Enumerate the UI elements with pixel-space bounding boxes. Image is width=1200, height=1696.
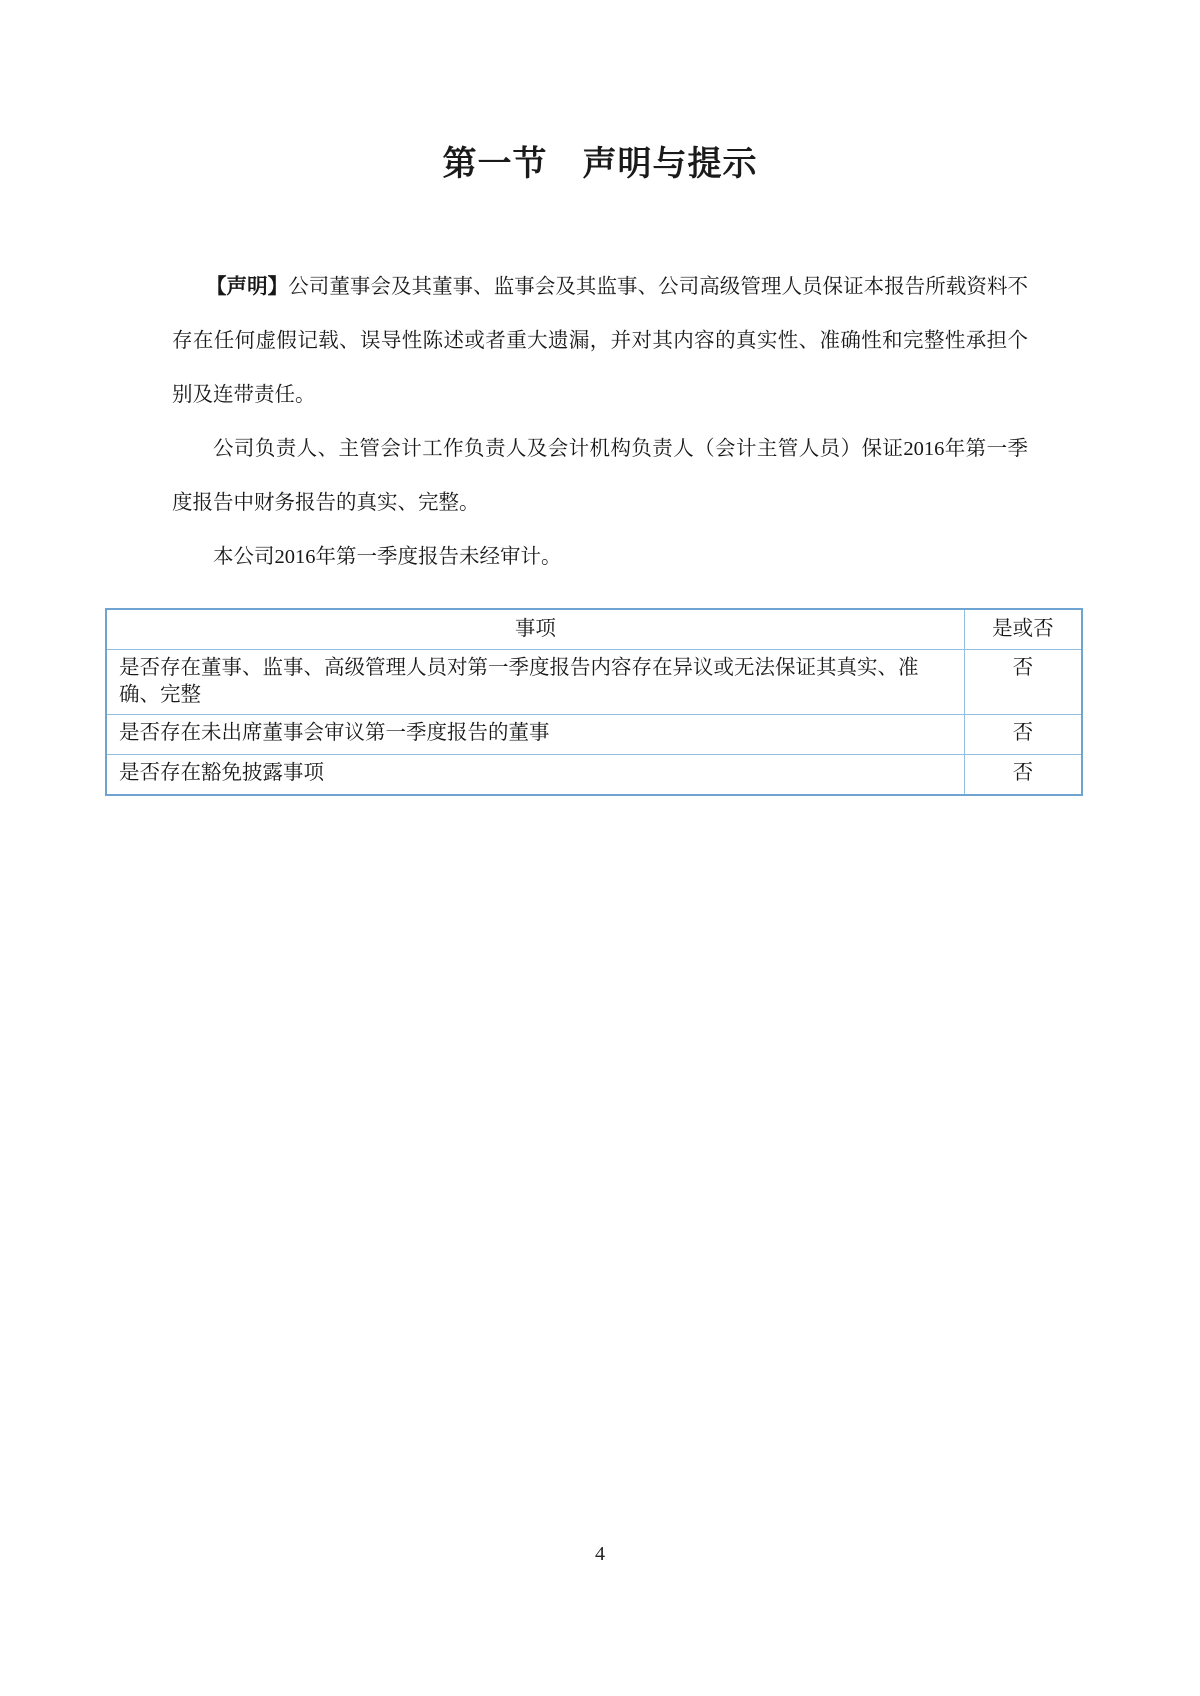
row-item-text: 是否存在豁免披露事项 — [106, 755, 964, 795]
declaration-paragraph — [172, 260, 1028, 422]
row-answer: 否 — [964, 650, 1082, 715]
table-row — [106, 715, 1082, 755]
responsibility-paragraph: 公司负责人、主管会计工作负责人及会计机构负责人（会计主管人员）保证2016年第一季度报告中财务报告的真实、完整。 — [172, 438, 1028, 514]
declaration-label: 【声明】 — [206, 276, 289, 298]
row-answer: 否 — [964, 755, 1082, 795]
items-table — [105, 608, 1083, 796]
table-row — [106, 755, 1082, 795]
declaration-text: 公司董事会及其董事、监事会及其监事、公司高级管理人员保证本报告所载资料不存在任何虚假记载、误导性陈述或者重大遗漏，并对其内容的真实性、准确性和完整性承担个别及连带责任。 — [172, 276, 1029, 406]
header-item: 事项 — [106, 609, 964, 650]
items-table-container — [105, 608, 1083, 796]
body-text — [172, 260, 1028, 584]
page-title: 第一节 声明与提示 — [442, 145, 758, 183]
row-item-text: 是否存在未出席董事会审议第一季度报告的董事 — [106, 715, 964, 755]
row-item-text: 是否存在董事、监事、高级管理人员对第一季度报告内容存在异议或无法保证其真实、准确、完整 — [106, 650, 964, 715]
table-row — [106, 650, 1082, 715]
unaudited-paragraph: 本公司2016年第一季度报告未经审计。 — [213, 546, 562, 568]
row-answer: 否 — [964, 715, 1082, 755]
header-yes-or-no: 是或否 — [964, 609, 1082, 650]
page-number: 4 — [595, 1543, 605, 1565]
table-header-row — [106, 609, 1082, 650]
